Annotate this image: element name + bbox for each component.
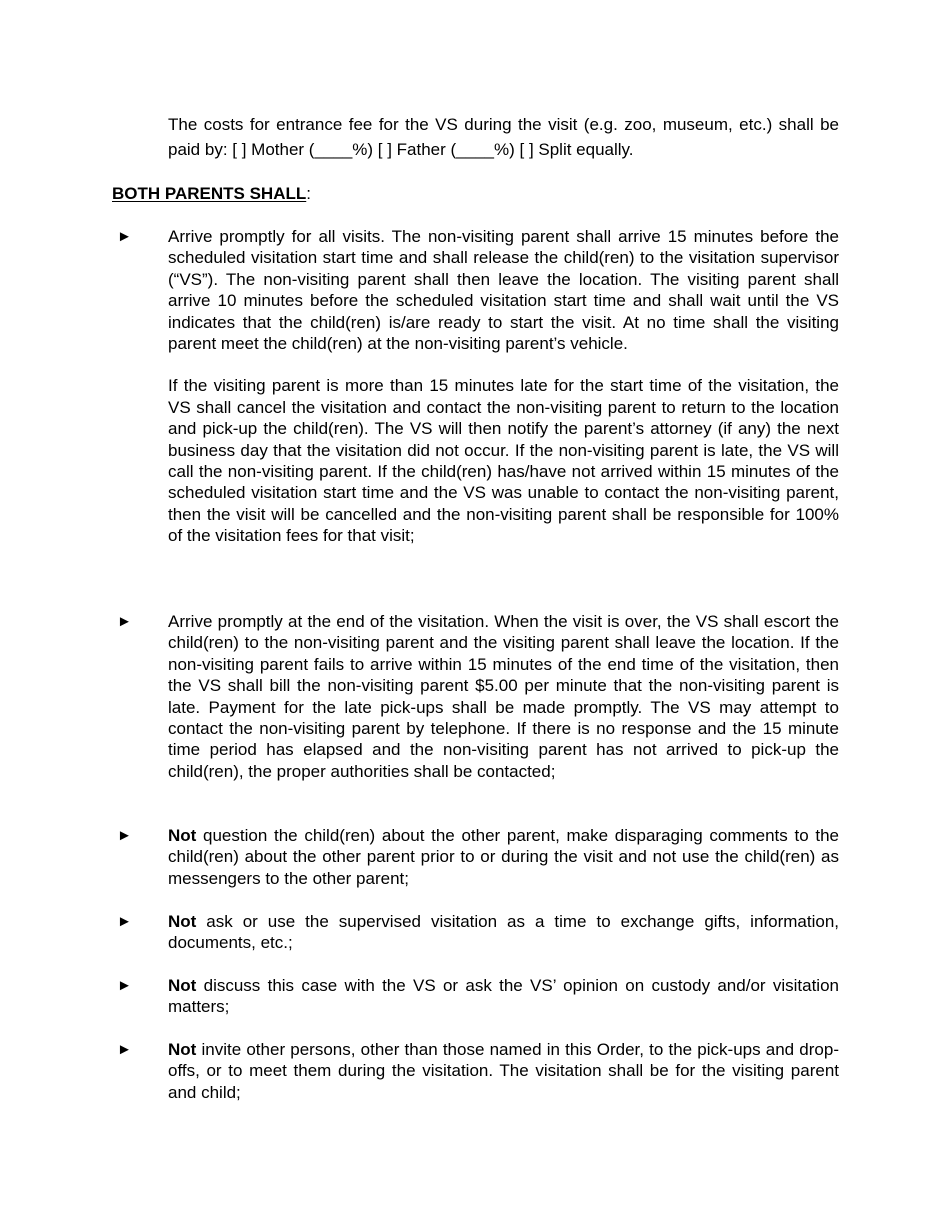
- bullet-arrow-icon: ►: [117, 977, 132, 994]
- section-heading-title: BOTH PARENTS SHALL: [112, 184, 307, 203]
- bullet-not-discuss: [112, 975, 839, 1018]
- bullet-paragraph: Arrive promptly for all visits. The non-visiting parent shall arrive 15 minutes before the scheduled visitation start time and shall release the child(ren) to the visitation supervisor (“VS”). The non-visiting parent shall then leave the location. The visiting parent shall arrive 10 minutes before the scheduled visitation start time and shall wait until the VS indicates that the child(ren) is/are ready to start the visit. At no time shall the visiting parent meet the child(ren) at the non-visiting parent’s vehicle.: [168, 227, 839, 354]
- bullet-arrive-promptly-start: [112, 226, 839, 547]
- bullet-lead-word: Not: [168, 976, 197, 995]
- bullet-paragraph: [168, 975, 839, 1018]
- bullet-arrow-icon: ►: [117, 913, 132, 930]
- bullet-not-exchange: [112, 911, 839, 954]
- bullet-arrow-icon: ►: [117, 228, 132, 245]
- bullet-arrow-icon: ►: [117, 613, 132, 630]
- entrance-fee-paragraph: The costs for entrance fee for the VS during the visit (e.g. zoo, museum, etc.) shall be paid by: [ ] Mother (____%) [ ] Father (____%) [ ] Split equally.: [168, 115, 839, 159]
- bullet-text: [168, 226, 839, 547]
- bullet-text: [168, 975, 839, 1018]
- bullet-paragraph: Arrive promptly at the end of the visitation. When the visit is over, the VS shall escort the child(ren) to the non-visiting parent and the visiting parent shall leave the location. If the non-visiting parent fails to arrive within 15 minutes of the end time of the visitation, then the VS shall bill the non-visiting parent $5.00 per minute that the non-visiting parent is late. Payment for the late pick-ups shall be made promptly. The VS may attempt to contact the non-visiting parent by telephone. If there is no response and the 15 minute time period has elapsed and the non-visiting parent has not arrived to pick-up the child(ren), the proper authorities shall be contacted;: [168, 612, 839, 781]
- bullet-paragraph: [168, 911, 839, 954]
- bullet-paragraph: [168, 1039, 839, 1103]
- bullet-body: discuss this case with the VS or ask the VS’ opinion on custody and/or visitation matters;: [168, 976, 839, 1017]
- bullet-body: question the child(ren) about the other parent, make disparaging comments to the child(ren) about the other parent prior to or during the visit and not use the child(ren) as messengers to the other parent;: [168, 826, 839, 888]
- bullet-lead-word: Not: [168, 912, 197, 931]
- bullet-text: [168, 825, 839, 889]
- bullet-paragraph: If the visiting parent is more than 15 minutes late for the start time of the visitation, the VS shall cancel the visitation and contact the non-visiting parent to return to the location and pick-up the child(ren). The VS will then notify the parent’s attorney (if any) the next business day that the visitation did not occur. If the non-visiting parent is late, the VS will call the non-visiting parent. If the child(ren) has/have not arrived within 15 minutes of the scheduled visitation start time and the VS was unable to contact the non-visiting parent, then the visit will be cancelled and the non-visiting parent shall be responsible for 100% of the visitation fees for that visit;: [168, 376, 839, 546]
- bullet-text: [168, 611, 839, 782]
- section-heading: [112, 183, 311, 204]
- bullet-text: [168, 1039, 839, 1103]
- bullet-arrow-icon: ►: [117, 1041, 132, 1058]
- bullet-lead-word: Not: [168, 826, 197, 845]
- bullet-text: [168, 911, 839, 954]
- section-heading-colon: :: [306, 184, 311, 203]
- bullet-not-invite: [112, 1039, 839, 1103]
- bullet-lead-word: Not: [168, 1040, 197, 1059]
- bullet-paragraph: [168, 825, 839, 889]
- bullet-not-question: [112, 825, 839, 889]
- bullet-body: ask or use the supervised visitation as a time to exchange gifts, information, documents, etc.;: [168, 912, 839, 953]
- bullet-body: invite other persons, other than those named in this Order, to the pick-ups and drop-offs, or to meet them during the visitation. The visitation shall be for the visiting parent and child;: [168, 1040, 839, 1102]
- bullet-arrive-promptly-end: [112, 611, 839, 782]
- bullet-arrow-icon: ►: [117, 827, 132, 844]
